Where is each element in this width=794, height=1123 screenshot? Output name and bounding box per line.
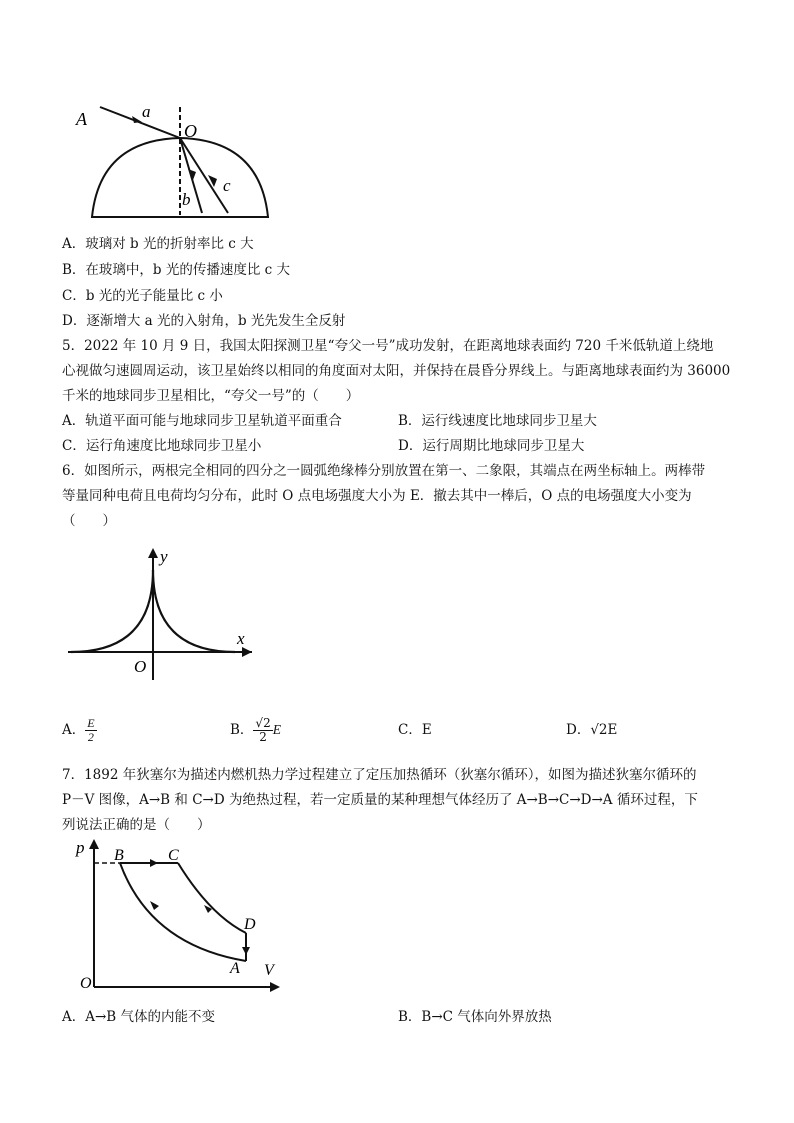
- fig3-label-A: A: [230, 960, 240, 977]
- q4-option-a: A．玻璃对 b 光的折射率比 c 大: [62, 236, 254, 252]
- q6-option-d: D．√2E: [566, 722, 618, 738]
- q5-option-d: D．运行周期比地球同步卫星大: [398, 438, 585, 454]
- fig3-label-O: O: [80, 975, 92, 992]
- fig1-label-O: O: [184, 121, 197, 141]
- fig2-axis-x: x: [237, 629, 245, 648]
- q7-stem-line1: 7．1892 年狄塞尔为描述内燃机热力学过程建立了定压加热循环（狄塞尔循环），如图为描述狄塞尔循环的: [62, 767, 697, 783]
- q4-option-c: C．b 光的光子能量比 c 小: [62, 288, 223, 304]
- q6-option-b-num: √2: [255, 716, 271, 730]
- q6-option-c: C．E: [398, 722, 432, 738]
- fig1-label-a: a: [142, 102, 151, 121]
- q7-stem-line3: 列说法正确的是（ ）: [62, 817, 211, 833]
- q6-option-a-num: E: [87, 716, 95, 730]
- q5-option-a: A．轨道平面可能与地球同步卫星轨道平面重合: [62, 413, 342, 429]
- q6-stem-line3: （ ）: [62, 513, 116, 529]
- fig2-origin: O: [134, 657, 147, 676]
- q5-option-b: B．运行线速度比地球同步卫星大: [398, 413, 597, 429]
- q5-option-c: C．运行角速度比地球同步卫星小: [62, 438, 262, 454]
- fig1-label-b: b: [182, 190, 191, 209]
- arc-rods-figure: [62, 540, 262, 690]
- q4-option-d: D．逐渐增大 a 光的入射角，b 光先发生全反射: [62, 313, 346, 329]
- fig3-label-p: p: [76, 838, 85, 857]
- q6-option-b-tail: E: [272, 722, 281, 737]
- q6-stem-line2: 等量同种电荷且电荷均匀分布，此时 O 点电场强度大小为 E．撤去其中一棒后，O 点的电场强度大小变为: [62, 488, 692, 504]
- fig3-label-B: B: [114, 847, 124, 864]
- fig1-label-c: c: [223, 176, 231, 195]
- q6-option-b: [230, 712, 281, 748]
- fig1-label-A: A: [76, 109, 87, 129]
- q6-option-b-label: B．: [230, 722, 254, 738]
- q6-stem-line1: 6．如图所示，两根完全相同的四分之一圆弧绝缘棒分别放置在第一、二象限，其端点在两坐标轴上。两棒带: [62, 463, 706, 479]
- q5-stem-line3: 千米的地球同步卫星相比，“夸父一号”的（ ）: [62, 388, 360, 404]
- fig2-axis-y: y: [160, 547, 168, 566]
- fig3-label-V: V: [264, 962, 274, 979]
- q7-stem-line2: P－V 图像，A→B 和 C→D 为绝热过程，若一定质量的某种理想气体经历了 A→B→C→D→A 循环过程，下: [62, 792, 698, 808]
- refraction-figure: [70, 95, 280, 225]
- q4-option-b: B．在玻璃中，b 光的传播速度比 c 大: [62, 262, 290, 278]
- diesel-cycle-figure: [70, 835, 290, 995]
- q7-option-a: A．A→B 气体的内能不变: [62, 1009, 216, 1025]
- q6-option-a-label: A．: [62, 722, 86, 738]
- fig3-label-D: D: [244, 916, 256, 933]
- q7-option-b: B．B→C 气体向外界放热: [398, 1009, 552, 1025]
- q6-option-b-den: 2: [259, 730, 267, 744]
- fig3-label-C: C: [168, 847, 179, 864]
- q5-stem-line1: 5．2022 年 10 月 9 日，我国太阳探测卫星“夸父一号”成功发射，在距离地球表面约 720 千米低轨道上绕地: [62, 338, 714, 354]
- q6-option-a: [62, 712, 97, 748]
- q5-stem-line2: 心视做匀速圆周运动，该卫星始终以相同的角度面对太阳，并保持在晨昏分界线上。与距离地球表面约为 36000: [62, 363, 731, 379]
- q6-option-a-den: 2: [87, 730, 94, 744]
